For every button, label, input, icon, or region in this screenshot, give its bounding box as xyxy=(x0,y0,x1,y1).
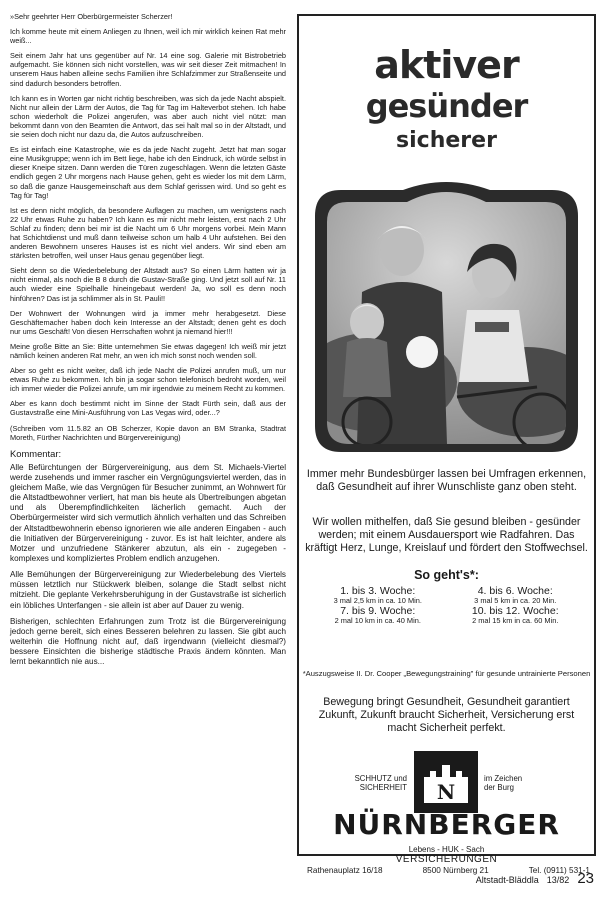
schedule-cell xyxy=(309,606,447,626)
schedule-week: 1. bis 3. Woche: xyxy=(340,585,416,597)
schutz-line: SCHHUTZ und xyxy=(354,774,407,783)
postal-city: 8500 Nürnberg 21 xyxy=(422,866,489,875)
ad-headline-sicherer: sicherer xyxy=(396,128,497,153)
schedule-row xyxy=(309,586,584,606)
letter-paragraph: Seit einem Jahr hat uns gegenüber auf Nr. 14 eine sog. Galerie mit Bistrobetrieb aufgemacht. Sie können sich nicht vorstellen, was wir seit dieser Zeit mitmachen! In unserem Haus haben alleine sechs Familien ihre Schlafzimmer zur Straßenseite und sind dadurch besonders betroffen. xyxy=(10,51,286,88)
letter-paragraph: Aber so geht es nicht weiter, daß ich jede Nacht die Polizei anrufen muß, um nur etwas Ruhe zu bekommen. Ich bin ja sogar schon telefonisch bedroht worden, weil ich immer wieder die Polizei anrufe, um mir irgendwie zu meinem Recht zu kommen. xyxy=(10,366,286,394)
ad-body-intro: Immer mehr Bundesbürger lassen bei Umfragen erkennen, daß Gesundheit auf ihrer Wunschliste ganz oben steht. xyxy=(306,468,587,494)
schutz-sicherheit-text xyxy=(307,774,407,793)
schedule-week: 7. bis 9. Woche: xyxy=(340,604,416,617)
schedule-distance: 3 mal 5 km in ca. 20 Min. xyxy=(474,596,557,606)
schedule-week: 10. bis 12. Woche: xyxy=(471,604,559,617)
ad-footnote: *Auszugsweise II. Dr. Cooper „Bewegungstraining" für gesunde untrainierte Personen xyxy=(302,669,591,678)
schedule-cell xyxy=(447,606,585,626)
so-gehts-heading: So geht's*: xyxy=(414,568,479,582)
ad-headline-gesuender: gesünder xyxy=(365,87,528,125)
letter-paragraph: Ist es denn nicht möglich, da besondere Auflagen zu machen, um wenigstens nach 22 Uhr etwas Ruhe zu haben? Ich kann es mir nicht mehr leisten, erst nach 2 Uhr Schlaf zu finden; denn bei mir ist die Nacht um 6 Uhr morgens vorbei. Mein Mann hat Schichtdienst und muß dann teilweise schon um halb 4 Uhr aufstehen. Bei den anderen Bewohnern unseres Hauses ist es nicht viel anders. Wir sind eben am stärksten betroffen, weil unser Haus genau gegenüber liegt. xyxy=(10,205,286,261)
ad-headline-aktiver: aktiver xyxy=(374,43,519,87)
brand-name: NÜRNBERGER xyxy=(333,808,560,841)
schedule-distance: 3 mal 2,5 km in ca. 10 Min. xyxy=(333,596,422,606)
castle-logo-icon xyxy=(414,751,478,813)
street-address: Rathenauplatz 16/18 xyxy=(307,866,383,875)
logo-letter: N xyxy=(436,780,456,804)
ad-motto: Bewegung bringt Gesundheit, Gesundheit garantiert Zukunft, Zukunft braucht Sicherheit, Versicherung erst macht Sicherheit perfekt. xyxy=(318,696,575,735)
kommentar-paragraph: Bisherigen, schlechten Erfahrungen zum Trotz ist die Bürgervereinigung jedoch gerne bereit, sich eines Besseren belehren zu lassen. Sie gibt auch weiterhin die Hoffnung nicht auf, daß irgendwann (vielleicht diesmal?) bessere Einsichten die bisherige städtische Praxis ändern könnten. Man lernt bekanntlich nie aus... xyxy=(10,616,286,667)
schedule-distance: 2 mal 15 km in ca. 60 Min. xyxy=(472,615,559,625)
letter-paragraph: Ich komme heute mit einem Anliegen zu Ihnen, weil ich mir wirklich keinen Rat mehr weiß... xyxy=(10,27,286,46)
schedule-cell xyxy=(447,586,585,606)
kommentar-heading: Kommentar: xyxy=(10,447,62,459)
schedule-row xyxy=(309,606,584,626)
training-schedule xyxy=(309,586,584,625)
versicherungen-label: VERSICHERUNGEN xyxy=(395,854,498,865)
ad-body-cycling: Wir wollen mithelfen, daß Sie gesund bleiben - gesünder werden; mit einem Ausdauersport wie Radfahren. Das kräftigt Herz, Lunge, Kreislauf und fördert den Stoffwechsel. xyxy=(305,516,588,555)
schedule-distance: 2 mal 10 km in ca. 40 Min. xyxy=(334,615,421,625)
zeichen-line: im Zeichen xyxy=(484,774,523,783)
family-bicycle-photo xyxy=(307,182,586,452)
schedule-week: 4. bis 6. Woche: xyxy=(477,585,553,597)
letter-paragraph: Aber es kann doch bestimmt nicht im Sinne der Stadt Fürth sein, daß aus der Gustavstraße eine Mini-Ausführung von Las Vegas wird, oder...? xyxy=(10,399,286,418)
sicherheit-line: SICHERHEIT xyxy=(359,783,407,793)
publication-name: Altstadt-Bläddla xyxy=(475,875,539,885)
letter-paragraph: Es ist einfach eine Katastrophe, wie es da jede Nacht zugeht. Jetzt hat man sogar eine Musikgruppe; wenn ich im Bett liege, habe ich den Eindruck, ich würde selbst in dieser Kneipe sitzen. Dann werden die Türen zugeschlagen. Wenn die letzten Gäste endlich gegen 2 Uhr morgens nach Hause gehen, geht es wieder los mit dem Lärm, so daß die ganze Hausgemeinschaft aus dem Schlaf gerissen wird. Und so geht es Tag für Tag! xyxy=(10,145,286,200)
page-footer xyxy=(476,870,594,887)
kommentar-paragraph: Alle Bemühungen der Bürgervereinigung zur Wiederbelebung des Viertels müssen letztlich nur Stückwerk bleiben, solange die Stadt selbst nicht mitzieht. Die geplante Verkehrsberuhigung in der Gustavstraße ist sicherlich ein löbliches Unterfangen - sie allein ist aber auf Dauer zu wenig. xyxy=(10,570,286,610)
letter-paragraph: Der Wohnwert der Wohnungen wird ja immer mehr herabgesetzt. Diese Geschäftemacher haben doch kein Interesse an der Altstadt; denen geht es doch nur ums Geschäft! Von diesen Herrschaften wohnt ja niemand hier!!! xyxy=(10,308,286,336)
burg-line: der Burg xyxy=(484,783,514,793)
phone-number: Tel. (0911) 531-1 xyxy=(528,866,590,875)
schedule-cell xyxy=(309,586,447,606)
issue-number: 13/82 xyxy=(546,875,570,885)
letter-paragraph: Meine große Bitte an Sie: Bitte unternehmen Sie etwas dagegen! Ich weiß mir jetzt nämlich keinen anderen Rat mehr, an wen ich mich sonst noch wenden soll. xyxy=(10,341,286,360)
letter-paragraph: »Sehr geehrter Herr Oberbürgermeister Scherzer! xyxy=(10,12,173,21)
zeichen-der-burg-text xyxy=(484,774,574,793)
page-number: 23 xyxy=(577,870,594,887)
letter-note: (Schreiben vom 11.5.82 an OB Scherzer, Kopie davon an BM Stranka, Stadtrat Moreth, Fürther Nachrichten und Bürgervereinigung) xyxy=(10,423,286,442)
left-column xyxy=(10,12,286,673)
insurance-lines: Lebens - HUK - Sach xyxy=(408,845,485,854)
kommentar-paragraph: Alle Befürchtungen der Bürgervereinigung, aus dem St. Michaels-Viertel werde zusehends und immer rascher ein Vergnügungsviertel werden, das in gleichem Maße, wie das Vergnügen für Besucher zunimmt, an Wohnwert für die Altstadtbewohner verliert, hat man bis heute als Übertreibungen abgetan und als Überempfindlichkeiten lächerlich gemacht. Auch der Oberbürgermeister wird sich vermutlich ähnlich verhalten und das Schreiben der Altstadtbewohnerin ebenso ignorieren wie alle anderen Eingaben - auch die Initiativen der Bürgervereinigung - zuvor. Es ist halt leichter, andere als Motzer und unzufriedene Stänkerer abzutun, als ein - zugegeben - komplexes und kompliziertes Problem endlich anzugehen. xyxy=(10,462,286,564)
insurance-advertisement xyxy=(297,14,596,875)
letter-paragraph: Sieht denn so die Wiederbelebung der Altstadt aus? So einen Lärm hatten wir ja nicht einmal, als noch die B 8 durch die Gustav-Straße ging. Und jetzt soll auf Nr. 11 auch wieder eine Spielhalle hineingebaut werden! Ja, wo soll es denn noch hinführen? Das ist ja schlimmer als in St. Pauli!! xyxy=(10,266,286,303)
letter-paragraph: Ich kann es in Worten gar nicht richtig beschreiben, was sich da jede Nacht abspielt. Nicht nur allein der Lärm der Autos, die Tag für Tag im Halteverbot stehen. Ich habe schon wiederholt die Polizei angerufen, was aber auch nicht viel nützt: man bekommt dann von den Beamten die Antwort, das sei halt mal so in der Altstadt, und sie seien doch nicht nur dazu da, die Autos aufzuschreiben. xyxy=(10,93,286,140)
